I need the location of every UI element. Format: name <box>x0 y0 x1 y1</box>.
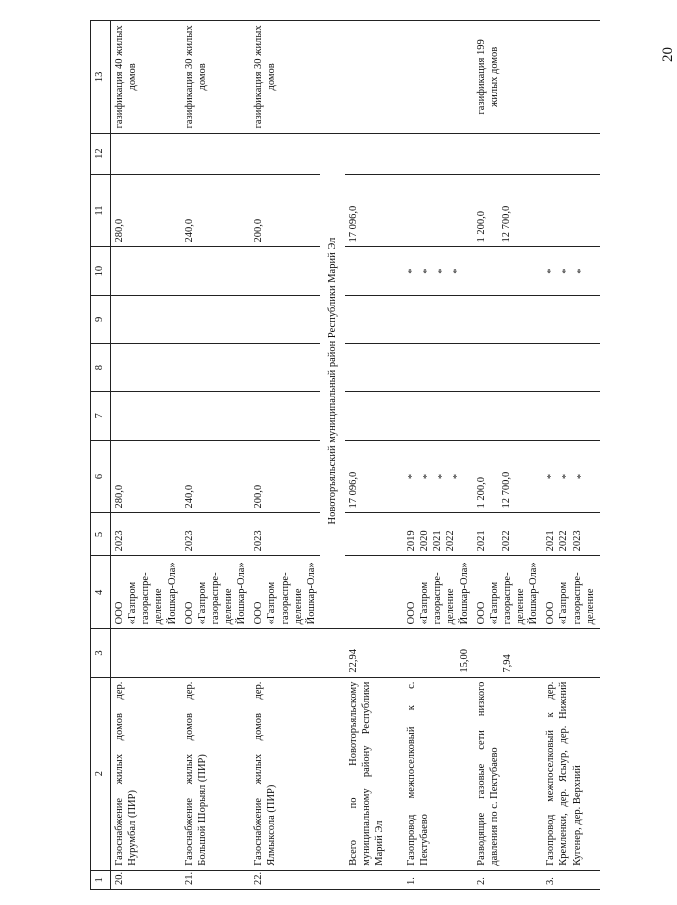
header-cell: 9 <box>91 295 111 343</box>
empty-cell <box>403 344 473 392</box>
header-cell: 6 <box>91 440 111 513</box>
empty-cell <box>542 174 600 247</box>
year-cell <box>473 513 543 556</box>
table-row <box>542 21 600 890</box>
year-cell <box>403 513 473 556</box>
length-cell <box>542 629 600 677</box>
empty-cell <box>320 870 345 889</box>
year-value: 2023 <box>571 530 583 552</box>
empty-cell <box>345 295 403 343</box>
empty-cell <box>473 133 543 174</box>
empty-cell <box>473 392 543 440</box>
header-row <box>91 21 111 890</box>
year-cell: 2023 <box>181 513 251 556</box>
empty-cell <box>111 344 181 392</box>
funding-cell: 280,0 <box>111 174 181 247</box>
executor-cell: ООО «Газпром газораспре- деление Йошкар-Ола» <box>473 556 543 629</box>
empty-cell <box>181 392 251 440</box>
funding-source-cell <box>542 247 600 295</box>
empty-cell <box>403 21 473 134</box>
section-row <box>320 21 345 890</box>
year-value: 2021 <box>545 530 557 552</box>
funding-source-cell <box>403 247 473 295</box>
length-cell <box>111 629 181 677</box>
header-cell: 2 <box>91 677 111 870</box>
year-value: 2022 <box>500 530 512 552</box>
empty-cell <box>403 174 473 247</box>
empty-cell <box>345 392 403 440</box>
asterisk-mark: * <box>576 268 588 274</box>
empty-cell <box>542 21 600 134</box>
row-number: 2. <box>473 870 543 889</box>
page-number: 20 <box>660 47 676 62</box>
cost-value: 1 200,0 <box>475 476 487 509</box>
empty-cell <box>542 344 600 392</box>
total-funding: 17 096,0 <box>345 174 403 247</box>
table-row <box>250 21 320 890</box>
empty-cell <box>250 344 320 392</box>
empty-cell <box>181 133 251 174</box>
empty-cell <box>403 295 473 343</box>
asterisk-mark: * <box>576 473 588 480</box>
asterisk-mark: * <box>407 473 418 480</box>
object-name: Газопровод межпоселковый к дер. Кремленки, дер. Ясыур, дер. Нижний Кугенер, дер. Верхний <box>542 677 600 870</box>
result-cell: газификация 30 жилых домов <box>181 21 251 134</box>
header-cell: 12 <box>91 133 111 174</box>
header-cell: 1 <box>91 870 111 889</box>
empty-cell <box>250 295 320 343</box>
length-cell <box>181 629 251 677</box>
executor-cell: ООО «Газпром газораспре- деление Йошкар-Ола» <box>181 556 251 629</box>
total-cost-cell <box>473 440 543 513</box>
funding-value: 12 700,0 <box>500 205 512 243</box>
year-value: 2021 <box>475 530 487 552</box>
object-name: Газопровод межпоселковый к с. Пектубаево <box>403 677 473 870</box>
empty-cell <box>473 247 543 295</box>
empty-cell <box>111 392 181 440</box>
year-value: 2022 <box>558 530 570 552</box>
total-cost-cell: 200,0 <box>250 440 320 513</box>
empty-cell <box>403 392 473 440</box>
object-name: Газоснабжение жилых домов дер. Ялмыксола (ПИР) <box>250 677 320 870</box>
year-value: 2022 <box>445 530 457 552</box>
empty-cell <box>542 392 600 440</box>
empty-cell <box>345 556 403 629</box>
executor-cell: ООО «Газпром газораспре- деление <box>542 556 600 629</box>
total-length: 22,94 <box>345 629 403 677</box>
empty-cell <box>403 133 473 174</box>
length-cell <box>250 629 320 677</box>
empty-cell <box>181 247 251 295</box>
table-row <box>403 21 473 890</box>
empty-cell <box>320 677 345 870</box>
empty-cell <box>345 21 403 134</box>
empty-cell <box>473 344 543 392</box>
table-row <box>181 21 251 890</box>
total-cost: 17 096,0 <box>345 440 403 513</box>
result-cell: газификация 40 жилых домов <box>111 21 181 134</box>
length-cell: 15,00 <box>403 629 473 677</box>
funding-cell: 240,0 <box>181 174 251 247</box>
header-cell: 10 <box>91 247 111 295</box>
empty-cell <box>473 295 543 343</box>
year-cell: 2023 <box>111 513 181 556</box>
year-cell <box>542 513 600 556</box>
year-value: 2019 <box>406 530 417 552</box>
empty-cell <box>111 133 181 174</box>
table-row <box>473 21 543 890</box>
total-cost-cell <box>542 440 600 513</box>
total-cost-cell: 240,0 <box>181 440 251 513</box>
asterisk-mark: * <box>407 268 418 274</box>
header-cell: 7 <box>91 392 111 440</box>
asterisk-mark: * <box>546 268 558 274</box>
asterisk-mark: * <box>422 473 433 480</box>
result-cell: газификация 199 жилых домов <box>473 21 543 134</box>
length-cell: 7,94 <box>473 629 543 677</box>
empty-cell <box>542 133 600 174</box>
executor-cell: ООО «Газпром газораспре- деление Йошкар-Ола» <box>403 556 473 629</box>
header-cell: 11 <box>91 174 111 247</box>
row-number: 20. <box>111 870 181 889</box>
header-cell: 8 <box>91 344 111 392</box>
executor-cell: ООО «Газпром газораспре- деление Йошкар-Ола» <box>111 556 181 629</box>
object-name: Газоснабжение жилых домов дер. Нурумбал (ПИР) <box>111 677 181 870</box>
asterisk-mark: * <box>437 268 448 274</box>
empty-cell <box>250 133 320 174</box>
cost-value: 12 700,0 <box>500 471 512 509</box>
asterisk-mark: * <box>561 473 573 480</box>
total-row <box>345 21 403 890</box>
year-cell: 2023 <box>250 513 320 556</box>
empty-cell <box>345 513 403 556</box>
total-label: Всего по Новоторъяльскому муниципальному району Республики Марий Эл <box>345 677 403 870</box>
row-number: 3. <box>542 870 600 889</box>
empty-cell <box>181 295 251 343</box>
funding-cell: 200,0 <box>250 174 320 247</box>
object-name: Разводящие газовые сети низкого давления по с. Пектубаево <box>473 677 543 870</box>
gas-supply-table <box>90 20 600 890</box>
asterisk-mark: * <box>437 473 448 480</box>
empty-cell <box>345 133 403 174</box>
row-number: 1. <box>403 870 473 889</box>
empty-cell <box>345 344 403 392</box>
empty-cell <box>542 295 600 343</box>
asterisk-mark: * <box>561 268 573 274</box>
asterisk-mark: * <box>452 268 463 274</box>
header-cell: 4 <box>91 556 111 629</box>
header-cell: 3 <box>91 629 111 677</box>
row-number: 22. <box>250 870 320 889</box>
funding-value: 1 200,0 <box>475 210 487 243</box>
header-cell: 13 <box>91 21 111 134</box>
empty-cell <box>111 247 181 295</box>
rotated-table-container <box>90 20 650 890</box>
row-number: 21. <box>181 870 251 889</box>
total-cost-cell <box>403 440 473 513</box>
empty-cell <box>250 247 320 295</box>
asterisk-mark: * <box>422 268 433 274</box>
empty-cell <box>320 629 345 677</box>
header-cell: 5 <box>91 513 111 556</box>
empty-cell <box>181 344 251 392</box>
funding-cell <box>473 174 543 247</box>
result-cell: газификация 30 жилых домов <box>250 21 320 134</box>
asterisk-mark: * <box>452 473 463 480</box>
year-value: 2020 <box>419 530 431 552</box>
table-row <box>111 21 181 890</box>
total-cost-cell: 280,0 <box>111 440 181 513</box>
empty-cell <box>345 247 403 295</box>
object-name: Газоснабжение жилых домов дер. Большой Шорыял (ПИР) <box>181 677 251 870</box>
section-title: Новоторъяльский муниципальный район Республики Марий Эл <box>320 133 345 629</box>
year-value: 2021 <box>432 530 444 552</box>
empty-cell <box>320 21 345 134</box>
empty-cell <box>111 295 181 343</box>
executor-cell: ООО «Газпром газораспре- деление Йошкар-Ола» <box>250 556 320 629</box>
empty-cell <box>250 392 320 440</box>
empty-cell <box>345 870 403 889</box>
asterisk-mark: * <box>546 473 558 480</box>
